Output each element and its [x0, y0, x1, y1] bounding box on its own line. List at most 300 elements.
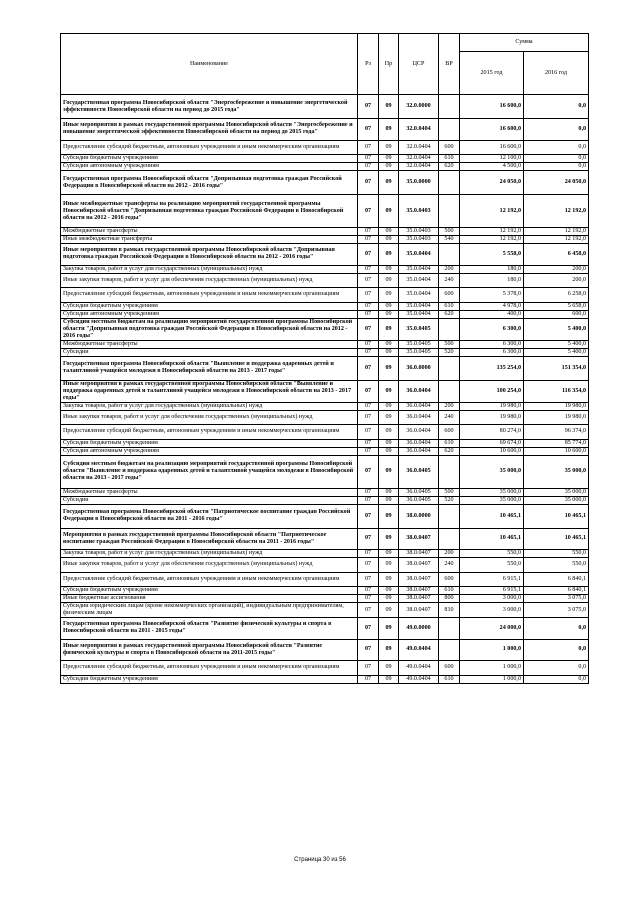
- cell-rz: 07: [358, 236, 379, 244]
- column-header-year-2016: 2016 год: [524, 52, 589, 95]
- cell-sum-2016: 24 050,0: [524, 171, 589, 195]
- column-header-rz: Рз: [358, 34, 379, 95]
- cell-vr: 610: [439, 587, 460, 595]
- cell-csr: 36.0.0404: [399, 410, 439, 425]
- cell-vr: [439, 318, 460, 340]
- cell-name: Закупка товаров, работ и услуг для государственных (муниципальных) нужд: [61, 402, 358, 410]
- cell-rz: 07: [358, 356, 379, 380]
- cell-pr: 09: [379, 356, 399, 380]
- cell-pr: 09: [379, 155, 399, 163]
- cell-sum-2016: 12 192,0: [524, 236, 589, 244]
- table-row: [61, 595, 589, 603]
- cell-sum-2016: 19 980,0: [524, 402, 589, 410]
- table-row: [61, 558, 589, 573]
- cell-vr: 200: [439, 265, 460, 273]
- table-row: [61, 302, 589, 310]
- cell-rz: 07: [358, 425, 379, 440]
- cell-pr: 09: [379, 410, 399, 425]
- cell-name: Субсидии бюджетным учреждениям: [61, 155, 358, 163]
- cell-vr: 600: [439, 140, 460, 155]
- cell-sum-2016: 0,0: [524, 675, 589, 683]
- cell-vr: [439, 380, 460, 402]
- table-header: [61, 34, 589, 95]
- cell-sum-2015: 10 465,1: [460, 528, 524, 550]
- cell-rz: 07: [358, 550, 379, 558]
- cell-name: Государственная программа Новосибирской области "Патриотическое воспитание граждан Российской Федерации в Новосибирской области на 2011 - 2016 годы": [61, 504, 358, 528]
- cell-sum-2015: 12 100,0: [460, 155, 524, 163]
- cell-rz: 07: [358, 163, 379, 171]
- cell-vr: [439, 504, 460, 528]
- cell-sum-2016: 0,0: [524, 618, 589, 640]
- cell-sum-2016: 96 374,0: [524, 425, 589, 440]
- cell-pr: 09: [379, 195, 399, 228]
- cell-name: Государственная программа Новосибирской области "Энергосбережение и повышение энергетической эффективности Новосибирской области на период до 2015 года": [61, 95, 358, 119]
- cell-pr: 09: [379, 140, 399, 155]
- column-header-sum: Сумма: [460, 34, 589, 52]
- cell-vr: 200: [439, 550, 460, 558]
- cell-vr: 240: [439, 410, 460, 425]
- cell-sum-2015: 19 980,0: [460, 410, 524, 425]
- cell-rz: 07: [358, 302, 379, 310]
- cell-sum-2015: 35 000,0: [460, 488, 524, 496]
- cell-sum-2016: 6 840,1: [524, 572, 589, 587]
- cell-rz: 07: [358, 639, 379, 661]
- cell-sum-2016: 600,0: [524, 310, 589, 318]
- cell-sum-2015: 135 254,0: [460, 356, 524, 380]
- cell-csr: 35.0.0404: [399, 310, 439, 318]
- cell-sum-2016: 19 980,0: [524, 410, 589, 425]
- cell-sum-2016: 3 075,0: [524, 595, 589, 603]
- cell-sum-2015: 6 915,1: [460, 572, 524, 587]
- cell-csr: 38.0.0407: [399, 558, 439, 573]
- cell-pr: 09: [379, 244, 399, 266]
- cell-sum-2016: 10 600,0: [524, 447, 589, 455]
- cell-sum-2016: 5 400,0: [524, 348, 589, 356]
- cell-pr: 09: [379, 618, 399, 640]
- cell-vr: 540: [439, 236, 460, 244]
- cell-rz: 07: [358, 310, 379, 318]
- cell-name: Закупка товаров, работ и услуг для государственных (муниципальных) нужд: [61, 265, 358, 273]
- cell-pr: 09: [379, 488, 399, 496]
- cell-name: Предоставление субсидий бюджетным, автономным учреждениям и иным некоммерческим организациям: [61, 425, 358, 440]
- cell-csr: 36.0.0404: [399, 439, 439, 447]
- table-row: [61, 528, 589, 550]
- cell-sum-2015: 35 000,0: [460, 496, 524, 504]
- cell-name: Государственная программа Новосибирской области "Развитие физической культуры и спорта в Новосибирской области на 2011 - 2015 годы": [61, 618, 358, 640]
- cell-sum-2015: 16 600,0: [460, 95, 524, 119]
- cell-name: Межбюджетные трансферты: [61, 340, 358, 348]
- table-row: [61, 95, 589, 119]
- cell-pr: 09: [379, 310, 399, 318]
- cell-sum-2016: 85 774,0: [524, 439, 589, 447]
- cell-sum-2015: 6 300,0: [460, 348, 524, 356]
- cell-csr: 36.0.0404: [399, 447, 439, 455]
- cell-sum-2015: 16 600,0: [460, 140, 524, 155]
- table-row: [61, 675, 589, 683]
- cell-csr: 35.0.0404: [399, 265, 439, 273]
- cell-sum-2015: 3 000,0: [460, 603, 524, 618]
- cell-pr: 09: [379, 558, 399, 573]
- cell-sum-2015: 5 378,0: [460, 288, 524, 303]
- cell-sum-2015: 6 915,1: [460, 587, 524, 595]
- cell-pr: 09: [379, 587, 399, 595]
- cell-rz: 07: [358, 488, 379, 496]
- table-row: [61, 163, 589, 171]
- cell-vr: 500: [439, 488, 460, 496]
- cell-csr: 36.0.0404: [399, 425, 439, 440]
- cell-pr: 09: [379, 228, 399, 236]
- cell-name: Межбюджетные трансферты: [61, 488, 358, 496]
- cell-rz: 07: [358, 587, 379, 595]
- cell-name: Иные мероприятия в рамках государственной программы Новосибирской области "Развитие физической культуры и спорта в Новосибирской области на 2011-2015 годы": [61, 639, 358, 661]
- table-row: [61, 496, 589, 504]
- cell-sum-2016: 0,0: [524, 661, 589, 676]
- table-row: [61, 356, 589, 380]
- cell-csr: 38.0.0407: [399, 587, 439, 595]
- cell-csr: 32.0.0000: [399, 95, 439, 119]
- cell-rz: 07: [358, 504, 379, 528]
- cell-name: Субсидии автономным учреждениям: [61, 447, 358, 455]
- cell-sum-2015: 6 300,0: [460, 318, 524, 340]
- cell-sum-2016: 35 000,0: [524, 488, 589, 496]
- table-row: [61, 455, 589, 488]
- cell-rz: 07: [358, 288, 379, 303]
- cell-sum-2015: 10 600,0: [460, 447, 524, 455]
- cell-sum-2016: 10 465,1: [524, 504, 589, 528]
- cell-vr: [439, 171, 460, 195]
- cell-sum-2016: 5 400,0: [524, 318, 589, 340]
- column-header-csr: ЦСР: [399, 34, 439, 95]
- cell-name: Иные закупки товаров, работ и услуг для обеспечения государственных (муниципальных) нужд: [61, 273, 358, 288]
- cell-pr: 09: [379, 425, 399, 440]
- cell-pr: 09: [379, 447, 399, 455]
- cell-pr: 09: [379, 528, 399, 550]
- cell-vr: [439, 618, 460, 640]
- cell-sum-2015: 6 300,0: [460, 340, 524, 348]
- cell-sum-2016: 35 000,0: [524, 455, 589, 488]
- cell-pr: 09: [379, 572, 399, 587]
- cell-name: Субсидии местным бюджетам на реализацию мероприятий государственной программы Новосибирской области "Допризывная подготовка граждан Российской Федерации в Новосибирской области на 2012 - 2016 годы": [61, 318, 358, 340]
- cell-pr: 09: [379, 163, 399, 171]
- cell-vr: [439, 195, 460, 228]
- cell-pr: 09: [379, 675, 399, 683]
- cell-sum-2016: 6 458,0: [524, 244, 589, 266]
- cell-vr: [439, 95, 460, 119]
- cell-vr: 240: [439, 558, 460, 573]
- cell-vr: 620: [439, 163, 460, 171]
- cell-sum-2015: 1 000,0: [460, 675, 524, 683]
- cell-vr: 620: [439, 447, 460, 455]
- cell-csr: 36.0.0000: [399, 356, 439, 380]
- cell-vr: 200: [439, 402, 460, 410]
- cell-name: Иные мероприятия в рамках государственной программы Новосибирской области "Энергосбережение и повышение энергетической эффективности Новосибирской области на период до 2015 года": [61, 119, 358, 141]
- table-row: [61, 447, 589, 455]
- cell-csr: 38.0.0407: [399, 528, 439, 550]
- cell-csr: 38.0.0407: [399, 595, 439, 603]
- cell-sum-2015: 19 980,0: [460, 402, 524, 410]
- cell-vr: 600: [439, 288, 460, 303]
- cell-vr: 810: [439, 603, 460, 618]
- cell-sum-2016: 116 354,0: [524, 380, 589, 402]
- cell-rz: 07: [358, 603, 379, 618]
- table-row: [61, 155, 589, 163]
- cell-vr: 600: [439, 661, 460, 676]
- cell-rz: 07: [358, 675, 379, 683]
- cell-sum-2016: 200,0: [524, 273, 589, 288]
- cell-name: Иные межбюджетные трансферты: [61, 236, 358, 244]
- table-row: [61, 288, 589, 303]
- cell-csr: 49.0.0404: [399, 675, 439, 683]
- column-header-vr: ВР: [439, 34, 460, 95]
- cell-csr: 36.0.0405: [399, 496, 439, 504]
- cell-csr: 35.0.0404: [399, 273, 439, 288]
- cell-csr: 38.0.0407: [399, 572, 439, 587]
- table-row: [61, 618, 589, 640]
- cell-sum-2015: 10 465,1: [460, 504, 524, 528]
- cell-csr: 38.0.0407: [399, 550, 439, 558]
- cell-sum-2015: 5 558,0: [460, 244, 524, 266]
- cell-vr: [439, 455, 460, 488]
- cell-pr: 09: [379, 550, 399, 558]
- cell-pr: 09: [379, 288, 399, 303]
- cell-csr: 35.0.0405: [399, 348, 439, 356]
- table-row: [61, 572, 589, 587]
- cell-name: Государственная программа Новосибирской области "Допризывная подготовка граждан Российской Федерации в Новосибирской области на 2012 - 2016 годы": [61, 171, 358, 195]
- cell-csr: 49.0.0404: [399, 661, 439, 676]
- cell-sum-2015: 12 192,0: [460, 195, 524, 228]
- cell-name: Субсидии автономным учреждениям: [61, 310, 358, 318]
- cell-sum-2015: 180,0: [460, 273, 524, 288]
- cell-sum-2015: 69 674,0: [460, 439, 524, 447]
- table-row: [61, 244, 589, 266]
- cell-sum-2015: 12 192,0: [460, 228, 524, 236]
- cell-name: Закупка товаров, работ и услуг для государственных (муниципальных) нужд: [61, 550, 358, 558]
- cell-vr: 610: [439, 439, 460, 447]
- cell-csr: 32.0.0404: [399, 140, 439, 155]
- cell-pr: 09: [379, 318, 399, 340]
- cell-rz: 07: [358, 595, 379, 603]
- table-row: [61, 488, 589, 496]
- cell-name: Субсидии автономным учреждениям: [61, 163, 358, 171]
- page-number: Страница 30 из 56: [294, 857, 346, 863]
- cell-rz: 07: [358, 348, 379, 356]
- cell-pr: 09: [379, 402, 399, 410]
- cell-vr: 610: [439, 675, 460, 683]
- cell-csr: 35.0.0404: [399, 288, 439, 303]
- cell-pr: 09: [379, 496, 399, 504]
- cell-pr: 09: [379, 348, 399, 356]
- column-header-year-2015: 2015 год: [460, 52, 524, 95]
- cell-sum-2015: 550,0: [460, 558, 524, 573]
- cell-csr: 35.0.0403: [399, 236, 439, 244]
- table-row: [61, 228, 589, 236]
- cell-vr: 520: [439, 348, 460, 356]
- cell-sum-2016: 0,0: [524, 119, 589, 141]
- table-row: [61, 402, 589, 410]
- cell-csr: 35.0.0000: [399, 171, 439, 195]
- cell-csr: 32.0.0404: [399, 119, 439, 141]
- cell-sum-2016: 0,0: [524, 155, 589, 163]
- cell-sum-2016: 0,0: [524, 140, 589, 155]
- cell-name: Государственная программа Новосибирской области "Выявление и поддержка одаренных детей и талантливой учащейся молодежи в Новосибирской области на 2013 - 2017 годы": [61, 356, 358, 380]
- cell-sum-2015: 24 050,0: [460, 171, 524, 195]
- cell-pr: 09: [379, 661, 399, 676]
- cell-pr: 09: [379, 236, 399, 244]
- cell-name: Предоставление субсидий бюджетным, автономным учреждениям и иным некоммерческим организациям: [61, 140, 358, 155]
- cell-pr: 09: [379, 455, 399, 488]
- table-row: [61, 587, 589, 595]
- cell-name: Иные закупки товаров, работ и услуг для обеспечения государственных (муниципальных) нужд: [61, 410, 358, 425]
- cell-pr: 09: [379, 603, 399, 618]
- table-row: [61, 318, 589, 340]
- cell-csr: 32.0.0404: [399, 163, 439, 171]
- cell-sum-2016: 6 258,0: [524, 288, 589, 303]
- cell-name: Субсидии бюджетным учреждениям: [61, 675, 358, 683]
- cell-rz: 07: [358, 496, 379, 504]
- cell-sum-2016: 0,0: [524, 95, 589, 119]
- table-row: [61, 140, 589, 155]
- cell-rz: 07: [358, 95, 379, 119]
- cell-vr: 620: [439, 310, 460, 318]
- table-row: [61, 380, 589, 402]
- cell-csr: 36.0.0405: [399, 455, 439, 488]
- table-row: [61, 195, 589, 228]
- cell-rz: 07: [358, 380, 379, 402]
- table-body: [61, 95, 589, 684]
- cell-sum-2015: 80 274,0: [460, 425, 524, 440]
- table-row: [61, 340, 589, 348]
- cell-rz: 07: [358, 439, 379, 447]
- cell-name: Иные закупки товаров, работ и услуг для обеспечения государственных (муниципальных) нужд: [61, 558, 358, 573]
- table-row: [61, 310, 589, 318]
- cell-sum-2015: 1 000,0: [460, 661, 524, 676]
- cell-pr: 09: [379, 119, 399, 141]
- cell-csr: 38.0.0407: [399, 603, 439, 618]
- cell-name: Субсидии местным бюджетам на реализацию мероприятий государственной программы Новосибирской области "Выявление и поддержка одаренных детей и талантливой учащейся молодежи в Новосибирской области на 2013 - 2017 годы": [61, 455, 358, 488]
- cell-name: Иные мероприятия в рамках государственной программы Новосибирской области "Допризывная подготовка граждан Российской Федерации в Новосибирской области на 2012 - 2016 годы": [61, 244, 358, 266]
- cell-sum-2016: 0,0: [524, 163, 589, 171]
- cell-csr: 36.0.0404: [399, 402, 439, 410]
- cell-rz: 07: [358, 265, 379, 273]
- cell-pr: 09: [379, 171, 399, 195]
- cell-rz: 07: [358, 455, 379, 488]
- cell-csr: 49.0.0404: [399, 639, 439, 661]
- cell-sum-2016: 550,0: [524, 550, 589, 558]
- cell-csr: 38.0.0000: [399, 504, 439, 528]
- table-row: [61, 236, 589, 244]
- cell-csr: 35.0.0405: [399, 318, 439, 340]
- cell-vr: [439, 244, 460, 266]
- cell-sum-2015: 1 000,0: [460, 639, 524, 661]
- cell-name: Межбюджетные трансферты: [61, 228, 358, 236]
- cell-name: Иные межбюджетные трансферты на реализацию мероприятий государственной программы Новосибирской области "Допризывная подготовка граждан Российской Федерации в Новосибирской области на 2012 - 2016 годы": [61, 195, 358, 228]
- cell-csr: 35.0.0403: [399, 195, 439, 228]
- cell-vr: 610: [439, 155, 460, 163]
- cell-csr: 35.0.0403: [399, 228, 439, 236]
- cell-sum-2016: 35 000,0: [524, 496, 589, 504]
- cell-name: Иные мероприятия в рамках государственной программы Новосибирской области "Выявление и поддержка одаренных детей и талантливой учащейся молодежи в Новосибирской области на 2013 - 2017 годы": [61, 380, 358, 402]
- cell-sum-2016: 151 354,0: [524, 356, 589, 380]
- cell-vr: [439, 528, 460, 550]
- cell-rz: 07: [358, 195, 379, 228]
- cell-csr: 36.0.0405: [399, 488, 439, 496]
- table-row: [61, 171, 589, 195]
- column-header-name: Наименование: [61, 34, 358, 95]
- cell-sum-2015: 35 000,0: [460, 455, 524, 488]
- cell-pr: 09: [379, 439, 399, 447]
- cell-vr: 500: [439, 228, 460, 236]
- table-row: [61, 639, 589, 661]
- table-row: [61, 265, 589, 273]
- table-row: [61, 348, 589, 356]
- cell-pr: 09: [379, 639, 399, 661]
- table-row: [61, 273, 589, 288]
- cell-name: Субсидии бюджетным учреждениям: [61, 587, 358, 595]
- cell-name: Субсидии бюджетным учреждениям: [61, 439, 358, 447]
- table-row: [61, 410, 589, 425]
- cell-rz: 07: [358, 273, 379, 288]
- cell-sum-2016: 10 465,1: [524, 528, 589, 550]
- cell-csr: 36.0.0404: [399, 380, 439, 402]
- table-row: [61, 439, 589, 447]
- cell-sum-2016: 0,0: [524, 639, 589, 661]
- cell-pr: 09: [379, 302, 399, 310]
- cell-sum-2016: 5 658,0: [524, 302, 589, 310]
- cell-name: Предоставление субсидий бюджетным, автономным учреждениям и иным некоммерческим организациям: [61, 661, 358, 676]
- cell-sum-2016: 550,0: [524, 558, 589, 573]
- cell-vr: 520: [439, 496, 460, 504]
- cell-pr: 09: [379, 265, 399, 273]
- cell-sum-2015: 550,0: [460, 550, 524, 558]
- cell-name: Субсидии бюджетным учреждениям: [61, 302, 358, 310]
- cell-sum-2016: 12 192,0: [524, 195, 589, 228]
- cell-sum-2015: 3 000,0: [460, 595, 524, 603]
- table-row: [61, 603, 589, 618]
- cell-name: Субсидии юридическим лицам (кроме некоммерческих организаций), индивидуальным предпринимателям, физическим лицам: [61, 603, 358, 618]
- cell-sum-2016: 12 192,0: [524, 228, 589, 236]
- cell-sum-2015: 400,0: [460, 310, 524, 318]
- cell-rz: 07: [358, 140, 379, 155]
- cell-csr: 32.0.0404: [399, 155, 439, 163]
- cell-sum-2016: 5 400,0: [524, 340, 589, 348]
- cell-sum-2015: 100 254,0: [460, 380, 524, 402]
- cell-pr: 09: [379, 380, 399, 402]
- cell-sum-2016: 200,0: [524, 265, 589, 273]
- cell-vr: [439, 356, 460, 380]
- cell-sum-2015: 180,0: [460, 265, 524, 273]
- cell-rz: 07: [358, 119, 379, 141]
- table-row: [61, 425, 589, 440]
- cell-pr: 09: [379, 273, 399, 288]
- cell-rz: 07: [358, 447, 379, 455]
- table-row: [61, 550, 589, 558]
- cell-rz: 07: [358, 228, 379, 236]
- cell-sum-2016: 3 075,0: [524, 603, 589, 618]
- cell-rz: 07: [358, 558, 379, 573]
- cell-rz: 07: [358, 661, 379, 676]
- cell-name: Иные бюджетные ассигнования: [61, 595, 358, 603]
- cell-rz: 07: [358, 528, 379, 550]
- cell-vr: [439, 639, 460, 661]
- cell-vr: 240: [439, 273, 460, 288]
- cell-sum-2015: 4 978,0: [460, 302, 524, 310]
- cell-rz: 07: [358, 318, 379, 340]
- cell-csr: 35.0.0405: [399, 340, 439, 348]
- cell-pr: 09: [379, 595, 399, 603]
- cell-rz: 07: [358, 618, 379, 640]
- budget-table: [60, 33, 589, 684]
- column-header-pr: Пр: [379, 34, 399, 95]
